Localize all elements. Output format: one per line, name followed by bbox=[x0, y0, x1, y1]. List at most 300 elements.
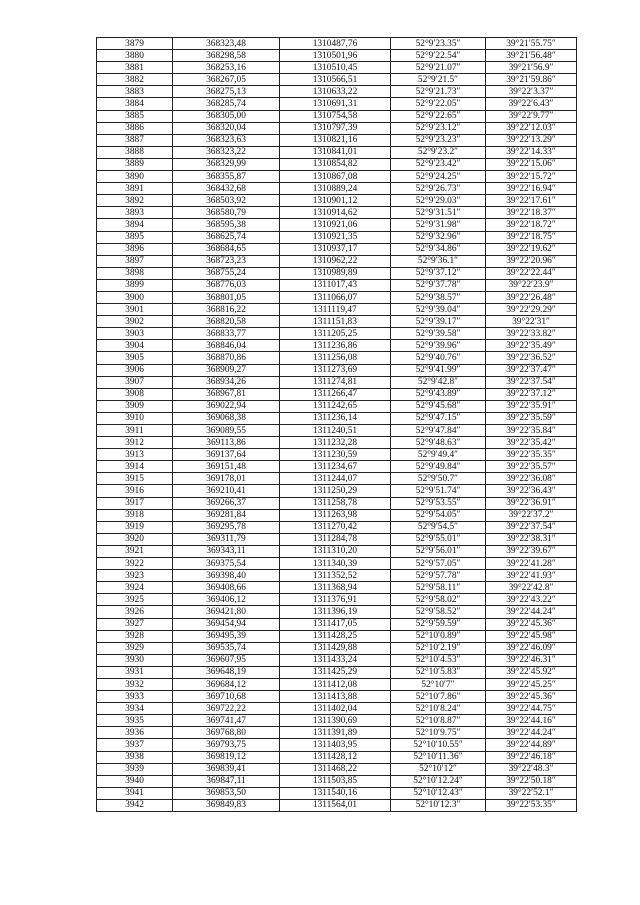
latitude-cell: 52°10′5.83″ bbox=[391, 666, 486, 678]
latitude-cell: 52°9′39.04″ bbox=[391, 304, 486, 316]
y-coordinate-cell: 1310921,06 bbox=[280, 219, 391, 231]
table-row bbox=[97, 146, 577, 158]
longitude-cell: 39°22′35.49″ bbox=[486, 340, 577, 352]
x-coordinate-cell: 368723,23 bbox=[173, 255, 280, 267]
latitude-cell: 52°9′47.84″ bbox=[391, 425, 486, 437]
latitude-cell: 52°9′54.5″ bbox=[391, 521, 486, 533]
point-number-cell: 3941 bbox=[97, 787, 173, 799]
x-coordinate-cell: 369343,11 bbox=[173, 545, 280, 557]
table-row bbox=[97, 376, 577, 388]
table-row bbox=[97, 461, 577, 473]
table-row bbox=[97, 799, 577, 811]
longitude-cell: 39°22′46.18″ bbox=[486, 751, 577, 763]
longitude-cell: 39°22′52.1″ bbox=[486, 787, 577, 799]
y-coordinate-cell: 1311244,07 bbox=[280, 473, 391, 485]
x-coordinate-cell: 369137,64 bbox=[173, 449, 280, 461]
longitude-cell: 39°22′46.09″ bbox=[486, 642, 577, 654]
point-number-cell: 3880 bbox=[97, 50, 173, 62]
latitude-cell: 52°10′12.24″ bbox=[391, 775, 486, 787]
latitude-cell: 52°9′36.1″ bbox=[391, 255, 486, 267]
table-row bbox=[97, 388, 577, 400]
point-number-cell: 3884 bbox=[97, 98, 173, 110]
point-number-cell: 3934 bbox=[97, 703, 173, 715]
longitude-cell: 39°22′31″ bbox=[486, 316, 577, 328]
longitude-cell: 39°22′13.29″ bbox=[486, 134, 577, 146]
longitude-cell: 39°22′45.98″ bbox=[486, 630, 577, 642]
table-row bbox=[97, 328, 577, 340]
table-row bbox=[97, 654, 577, 666]
coordinates-table bbox=[96, 37, 577, 812]
x-coordinate-cell: 369684,12 bbox=[173, 678, 280, 690]
latitude-cell: 52°9′48.63″ bbox=[391, 437, 486, 449]
table-row bbox=[97, 570, 577, 582]
latitude-cell: 52°9′43.89″ bbox=[391, 388, 486, 400]
latitude-cell: 52°9′39.17″ bbox=[391, 316, 486, 328]
x-coordinate-cell: 368967,81 bbox=[173, 388, 280, 400]
x-coordinate-cell: 369398,40 bbox=[173, 570, 280, 582]
x-coordinate-cell: 369648,19 bbox=[173, 666, 280, 678]
point-number-cell: 3909 bbox=[97, 400, 173, 412]
x-coordinate-cell: 369295,78 bbox=[173, 521, 280, 533]
y-coordinate-cell: 1310937,17 bbox=[280, 243, 391, 255]
longitude-cell: 39°22′37.12″ bbox=[486, 388, 577, 400]
latitude-cell: 52°10′11.36″ bbox=[391, 751, 486, 763]
table-row bbox=[97, 751, 577, 763]
table-row bbox=[97, 497, 577, 509]
longitude-cell: 39°22′36.08″ bbox=[486, 473, 577, 485]
x-coordinate-cell: 369089,55 bbox=[173, 425, 280, 437]
y-coordinate-cell: 1310821,16 bbox=[280, 134, 391, 146]
y-coordinate-cell: 1311428,12 bbox=[280, 751, 391, 763]
longitude-cell: 39°22′33.82″ bbox=[486, 328, 577, 340]
x-coordinate-cell: 369113,86 bbox=[173, 437, 280, 449]
table-row bbox=[97, 545, 577, 557]
x-coordinate-cell: 369819,12 bbox=[173, 751, 280, 763]
point-number-cell: 3913 bbox=[97, 449, 173, 461]
y-coordinate-cell: 1310691,31 bbox=[280, 98, 391, 110]
point-number-cell: 3901 bbox=[97, 304, 173, 316]
x-coordinate-cell: 368432,68 bbox=[173, 183, 280, 195]
point-number-cell: 3906 bbox=[97, 364, 173, 376]
latitude-cell: 52°9′45.68″ bbox=[391, 400, 486, 412]
x-coordinate-cell: 368323,22 bbox=[173, 146, 280, 158]
y-coordinate-cell: 1311503,85 bbox=[280, 775, 391, 787]
x-coordinate-cell: 369151,48 bbox=[173, 461, 280, 473]
latitude-cell: 52°9′21.07″ bbox=[391, 62, 486, 74]
y-coordinate-cell: 1311232,28 bbox=[280, 437, 391, 449]
y-coordinate-cell: 1311266,47 bbox=[280, 388, 391, 400]
y-coordinate-cell: 1311412,08 bbox=[280, 678, 391, 690]
table-row bbox=[97, 715, 577, 727]
table-row bbox=[97, 134, 577, 146]
table-row bbox=[97, 74, 577, 86]
longitude-cell: 39°22′48.3″ bbox=[486, 763, 577, 775]
point-number-cell: 3925 bbox=[97, 594, 173, 606]
longitude-cell: 39°22′15.72″ bbox=[486, 171, 577, 183]
longitude-cell: 39°22′44.75″ bbox=[486, 703, 577, 715]
table-row bbox=[97, 279, 577, 291]
x-coordinate-cell: 368355,87 bbox=[173, 171, 280, 183]
longitude-cell: 39°22′43.22″ bbox=[486, 594, 577, 606]
point-number-cell: 3896 bbox=[97, 243, 173, 255]
x-coordinate-cell: 368820,58 bbox=[173, 316, 280, 328]
point-number-cell: 3907 bbox=[97, 376, 173, 388]
longitude-cell: 39°22′35.84″ bbox=[486, 425, 577, 437]
y-coordinate-cell: 1311564,01 bbox=[280, 799, 391, 811]
point-number-cell: 3897 bbox=[97, 255, 173, 267]
y-coordinate-cell: 1310989,89 bbox=[280, 267, 391, 279]
longitude-cell: 39°22′20.96″ bbox=[486, 255, 577, 267]
table-row bbox=[97, 291, 577, 303]
longitude-cell: 39°22′19.62″ bbox=[486, 243, 577, 255]
y-coordinate-cell: 1310867,08 bbox=[280, 171, 391, 183]
y-coordinate-cell: 1311402,04 bbox=[280, 703, 391, 715]
x-coordinate-cell: 369722,22 bbox=[173, 703, 280, 715]
point-number-cell: 3919 bbox=[97, 521, 173, 533]
y-coordinate-cell: 1310797,39 bbox=[280, 122, 391, 134]
x-coordinate-cell: 369375,54 bbox=[173, 558, 280, 570]
point-number-cell: 3927 bbox=[97, 618, 173, 630]
point-number-cell: 3894 bbox=[97, 219, 173, 231]
y-coordinate-cell: 1310962,22 bbox=[280, 255, 391, 267]
longitude-cell: 39°22′29.29″ bbox=[486, 304, 577, 316]
table-row bbox=[97, 630, 577, 642]
y-coordinate-cell: 1311151,83 bbox=[280, 316, 391, 328]
table-row bbox=[97, 739, 577, 751]
x-coordinate-cell: 368833,77 bbox=[173, 328, 280, 340]
longitude-cell: 39°22′41.93″ bbox=[486, 570, 577, 582]
point-number-cell: 3900 bbox=[97, 291, 173, 303]
table-row bbox=[97, 558, 577, 570]
longitude-cell: 39°22′15.06″ bbox=[486, 158, 577, 170]
latitude-cell: 52°9′58.02″ bbox=[391, 594, 486, 606]
x-coordinate-cell: 369710,68 bbox=[173, 691, 280, 703]
longitude-cell: 39°22′38.31″ bbox=[486, 533, 577, 545]
point-number-cell: 3914 bbox=[97, 461, 173, 473]
latitude-cell: 52°9′31.51″ bbox=[391, 207, 486, 219]
point-number-cell: 3911 bbox=[97, 425, 173, 437]
y-coordinate-cell: 1311352,52 bbox=[280, 570, 391, 582]
y-coordinate-cell: 1310633,22 bbox=[280, 86, 391, 98]
point-number-cell: 3928 bbox=[97, 630, 173, 642]
longitude-cell: 39°22′9.77″ bbox=[486, 110, 577, 122]
latitude-cell: 52°9′23.23″ bbox=[391, 134, 486, 146]
latitude-cell: 52°10′9.75″ bbox=[391, 727, 486, 739]
point-number-cell: 3929 bbox=[97, 642, 173, 654]
longitude-cell: 39°21′55.75″ bbox=[486, 38, 577, 50]
table-row bbox=[97, 255, 577, 267]
latitude-cell: 52°9′26.73″ bbox=[391, 183, 486, 195]
latitude-cell: 52°9′21.73″ bbox=[391, 86, 486, 98]
latitude-cell: 52°10′10.55″ bbox=[391, 739, 486, 751]
x-coordinate-cell: 368320,04 bbox=[173, 122, 280, 134]
table-row bbox=[97, 352, 577, 364]
y-coordinate-cell: 1311240,51 bbox=[280, 425, 391, 437]
table-row bbox=[97, 243, 577, 255]
y-coordinate-cell: 1311234,67 bbox=[280, 461, 391, 473]
table-row bbox=[97, 183, 577, 195]
longitude-cell: 39°22′37.47″ bbox=[486, 364, 577, 376]
table-row bbox=[97, 231, 577, 243]
y-coordinate-cell: 1311066,07 bbox=[280, 291, 391, 303]
point-number-cell: 3939 bbox=[97, 763, 173, 775]
x-coordinate-cell: 368684,65 bbox=[173, 243, 280, 255]
point-number-cell: 3937 bbox=[97, 739, 173, 751]
longitude-cell: 39°22′44.89″ bbox=[486, 739, 577, 751]
longitude-cell: 39°22′16.94″ bbox=[486, 183, 577, 195]
latitude-cell: 52°9′39.96″ bbox=[391, 340, 486, 352]
table-row bbox=[97, 98, 577, 110]
y-coordinate-cell: 1311417,05 bbox=[280, 618, 391, 630]
latitude-cell: 52°9′59.59″ bbox=[391, 618, 486, 630]
x-coordinate-cell: 368755,24 bbox=[173, 267, 280, 279]
y-coordinate-cell: 1311236,14 bbox=[280, 412, 391, 424]
x-coordinate-cell: 368625,74 bbox=[173, 231, 280, 243]
y-coordinate-cell: 1311390,69 bbox=[280, 715, 391, 727]
x-coordinate-cell: 369022,94 bbox=[173, 400, 280, 412]
point-number-cell: 3882 bbox=[97, 74, 173, 86]
table-row bbox=[97, 606, 577, 618]
y-coordinate-cell: 1311310,20 bbox=[280, 545, 391, 557]
x-coordinate-cell: 368285,74 bbox=[173, 98, 280, 110]
latitude-cell: 52°10′8.24″ bbox=[391, 703, 486, 715]
longitude-cell: 39°22′37.54″ bbox=[486, 376, 577, 388]
point-number-cell: 3898 bbox=[97, 267, 173, 279]
y-coordinate-cell: 1311284,78 bbox=[280, 533, 391, 545]
table-row bbox=[97, 86, 577, 98]
y-coordinate-cell: 1311433,24 bbox=[280, 654, 391, 666]
table-row bbox=[97, 50, 577, 62]
longitude-cell: 39°22′12.03″ bbox=[486, 122, 577, 134]
y-coordinate-cell: 1310889,24 bbox=[280, 183, 391, 195]
table-row bbox=[97, 171, 577, 183]
longitude-cell: 39°22′35.91″ bbox=[486, 400, 577, 412]
latitude-cell: 52°9′57.78″ bbox=[391, 570, 486, 582]
latitude-cell: 52°9′41.99″ bbox=[391, 364, 486, 376]
longitude-cell: 39°22′44.24″ bbox=[486, 727, 577, 739]
latitude-cell: 52°9′50.7″ bbox=[391, 473, 486, 485]
x-coordinate-cell: 368503,92 bbox=[173, 195, 280, 207]
point-number-cell: 3917 bbox=[97, 497, 173, 509]
x-coordinate-cell: 368846,04 bbox=[173, 340, 280, 352]
x-coordinate-cell: 368323,63 bbox=[173, 134, 280, 146]
y-coordinate-cell: 1310914,62 bbox=[280, 207, 391, 219]
x-coordinate-cell: 369068,38 bbox=[173, 412, 280, 424]
longitude-cell: 39°22′36.43″ bbox=[486, 485, 577, 497]
table-row bbox=[97, 775, 577, 787]
longitude-cell: 39°22′36.52″ bbox=[486, 352, 577, 364]
y-coordinate-cell: 1311230,59 bbox=[280, 449, 391, 461]
table-row bbox=[97, 340, 577, 352]
table-row bbox=[97, 473, 577, 485]
latitude-cell: 52°9′47.15″ bbox=[391, 412, 486, 424]
x-coordinate-cell: 369281,84 bbox=[173, 509, 280, 521]
x-coordinate-cell: 369793,75 bbox=[173, 739, 280, 751]
latitude-cell: 52°9′57.05″ bbox=[391, 558, 486, 570]
y-coordinate-cell: 1311376,91 bbox=[280, 594, 391, 606]
y-coordinate-cell: 1311391,89 bbox=[280, 727, 391, 739]
latitude-cell: 52°9′34.86″ bbox=[391, 243, 486, 255]
point-number-cell: 3910 bbox=[97, 412, 173, 424]
latitude-cell: 52°10′0.89″ bbox=[391, 630, 486, 642]
table-row bbox=[97, 533, 577, 545]
point-number-cell: 3936 bbox=[97, 727, 173, 739]
latitude-cell: 52°9′53.55″ bbox=[391, 497, 486, 509]
x-coordinate-cell: 368595,38 bbox=[173, 219, 280, 231]
y-coordinate-cell: 1311205,25 bbox=[280, 328, 391, 340]
x-coordinate-cell: 368816,22 bbox=[173, 304, 280, 316]
latitude-cell: 52°9′21.5″ bbox=[391, 74, 486, 86]
longitude-cell: 39°22′23.9″ bbox=[486, 279, 577, 291]
latitude-cell: 52°9′39.58″ bbox=[391, 328, 486, 340]
table-row bbox=[97, 449, 577, 461]
longitude-cell: 39°22′18.37″ bbox=[486, 207, 577, 219]
x-coordinate-cell: 369311,79 bbox=[173, 533, 280, 545]
table-row bbox=[97, 219, 577, 231]
point-number-cell: 3886 bbox=[97, 122, 173, 134]
longitude-cell: 39°22′37.54″ bbox=[486, 521, 577, 533]
latitude-cell: 52°9′22.65″ bbox=[391, 110, 486, 122]
point-number-cell: 3920 bbox=[97, 533, 173, 545]
y-coordinate-cell: 1311340,39 bbox=[280, 558, 391, 570]
table-row bbox=[97, 582, 577, 594]
longitude-cell: 39°22′44.16″ bbox=[486, 715, 577, 727]
longitude-cell: 39°21′56.9″ bbox=[486, 62, 577, 74]
table-row bbox=[97, 364, 577, 376]
x-coordinate-cell: 369178,01 bbox=[173, 473, 280, 485]
x-coordinate-cell: 369408,66 bbox=[173, 582, 280, 594]
y-coordinate-cell: 1310854,82 bbox=[280, 158, 391, 170]
point-number-cell: 3887 bbox=[97, 134, 173, 146]
point-number-cell: 3879 bbox=[97, 38, 173, 50]
point-number-cell: 3890 bbox=[97, 171, 173, 183]
table-row bbox=[97, 666, 577, 678]
latitude-cell: 52°10′7.86″ bbox=[391, 691, 486, 703]
longitude-cell: 39°22′45.36″ bbox=[486, 691, 577, 703]
x-coordinate-cell: 368253,16 bbox=[173, 62, 280, 74]
table-row bbox=[97, 316, 577, 328]
point-number-cell: 3916 bbox=[97, 485, 173, 497]
latitude-cell: 52°9′55.01″ bbox=[391, 533, 486, 545]
x-coordinate-cell: 369607,95 bbox=[173, 654, 280, 666]
table-row bbox=[97, 400, 577, 412]
longitude-cell: 39°22′14.33″ bbox=[486, 146, 577, 158]
x-coordinate-cell: 368870,86 bbox=[173, 352, 280, 364]
x-coordinate-cell: 368909,27 bbox=[173, 364, 280, 376]
x-coordinate-cell: 369849,83 bbox=[173, 799, 280, 811]
latitude-cell: 52°9′37.12″ bbox=[391, 267, 486, 279]
longitude-cell: 39°22′37.2″ bbox=[486, 509, 577, 521]
latitude-cell: 52°9′58.52″ bbox=[391, 606, 486, 618]
latitude-cell: 52°9′23.2″ bbox=[391, 146, 486, 158]
table-row bbox=[97, 158, 577, 170]
y-coordinate-cell: 1311540,16 bbox=[280, 787, 391, 799]
y-coordinate-cell: 1311236,86 bbox=[280, 340, 391, 352]
latitude-cell: 52°9′31.98″ bbox=[391, 219, 486, 231]
y-coordinate-cell: 1311119,47 bbox=[280, 304, 391, 316]
point-number-cell: 3935 bbox=[97, 715, 173, 727]
latitude-cell: 52°9′23.42″ bbox=[391, 158, 486, 170]
point-number-cell: 3931 bbox=[97, 666, 173, 678]
point-number-cell: 3932 bbox=[97, 678, 173, 690]
latitude-cell: 52°9′23.12″ bbox=[391, 122, 486, 134]
longitude-cell: 39°22′35.35″ bbox=[486, 449, 577, 461]
y-coordinate-cell: 1311258,78 bbox=[280, 497, 391, 509]
point-number-cell: 3881 bbox=[97, 62, 173, 74]
table-row bbox=[97, 425, 577, 437]
table-row bbox=[97, 691, 577, 703]
longitude-cell: 39°22′53.35″ bbox=[486, 799, 577, 811]
point-number-cell: 3908 bbox=[97, 388, 173, 400]
y-coordinate-cell: 1310901,12 bbox=[280, 195, 391, 207]
latitude-cell: 52°9′24.25″ bbox=[391, 171, 486, 183]
table-row bbox=[97, 485, 577, 497]
point-number-cell: 3902 bbox=[97, 316, 173, 328]
longitude-cell: 39°22′6.43″ bbox=[486, 98, 577, 110]
point-number-cell: 3889 bbox=[97, 158, 173, 170]
table-row bbox=[97, 110, 577, 122]
y-coordinate-cell: 1310510,45 bbox=[280, 62, 391, 74]
point-number-cell: 3940 bbox=[97, 775, 173, 787]
x-coordinate-cell: 369768,80 bbox=[173, 727, 280, 739]
longitude-cell: 39°22′18.75″ bbox=[486, 231, 577, 243]
table-row bbox=[97, 642, 577, 654]
longitude-cell: 39°22′18.72″ bbox=[486, 219, 577, 231]
latitude-cell: 52°10′2.19″ bbox=[391, 642, 486, 654]
point-number-cell: 3904 bbox=[97, 340, 173, 352]
latitude-cell: 52°9′49.4″ bbox=[391, 449, 486, 461]
point-number-cell: 3926 bbox=[97, 606, 173, 618]
point-number-cell: 3933 bbox=[97, 691, 173, 703]
point-number-cell: 3903 bbox=[97, 328, 173, 340]
point-number-cell: 3942 bbox=[97, 799, 173, 811]
table-row bbox=[97, 207, 577, 219]
y-coordinate-cell: 1310754,58 bbox=[280, 110, 391, 122]
y-coordinate-cell: 1311396,19 bbox=[280, 606, 391, 618]
table-row bbox=[97, 618, 577, 630]
longitude-cell: 39°22′3.37″ bbox=[486, 86, 577, 98]
y-coordinate-cell: 1311368,94 bbox=[280, 582, 391, 594]
table-row bbox=[97, 787, 577, 799]
point-number-cell: 3924 bbox=[97, 582, 173, 594]
longitude-cell: 39°22′44.24″ bbox=[486, 606, 577, 618]
x-coordinate-cell: 369839,41 bbox=[173, 763, 280, 775]
y-coordinate-cell: 1311250,29 bbox=[280, 485, 391, 497]
latitude-cell: 52°9′56.01″ bbox=[391, 545, 486, 557]
longitude-cell: 39°22′36.91″ bbox=[486, 497, 577, 509]
latitude-cell: 52°9′58.11″ bbox=[391, 582, 486, 594]
latitude-cell: 52°10′12.43″ bbox=[391, 787, 486, 799]
latitude-cell: 52°9′22.54″ bbox=[391, 50, 486, 62]
y-coordinate-cell: 1310921,35 bbox=[280, 231, 391, 243]
latitude-cell: 52°9′32.96″ bbox=[391, 231, 486, 243]
y-coordinate-cell: 1311256,08 bbox=[280, 352, 391, 364]
longitude-cell: 39°21′56.48″ bbox=[486, 50, 577, 62]
y-coordinate-cell: 1311429,88 bbox=[280, 642, 391, 654]
x-coordinate-cell: 368580,79 bbox=[173, 207, 280, 219]
table-row bbox=[97, 62, 577, 74]
y-coordinate-cell: 1310841,01 bbox=[280, 146, 391, 158]
latitude-cell: 52°9′37.78″ bbox=[391, 279, 486, 291]
y-coordinate-cell: 1311413,88 bbox=[280, 691, 391, 703]
longitude-cell: 39°22′45.92″ bbox=[486, 666, 577, 678]
x-coordinate-cell: 369421,80 bbox=[173, 606, 280, 618]
x-coordinate-cell: 369454,94 bbox=[173, 618, 280, 630]
x-coordinate-cell: 368305,00 bbox=[173, 110, 280, 122]
table-row bbox=[97, 727, 577, 739]
longitude-cell: 39°22′22.44″ bbox=[486, 267, 577, 279]
x-coordinate-cell: 368329,99 bbox=[173, 158, 280, 170]
